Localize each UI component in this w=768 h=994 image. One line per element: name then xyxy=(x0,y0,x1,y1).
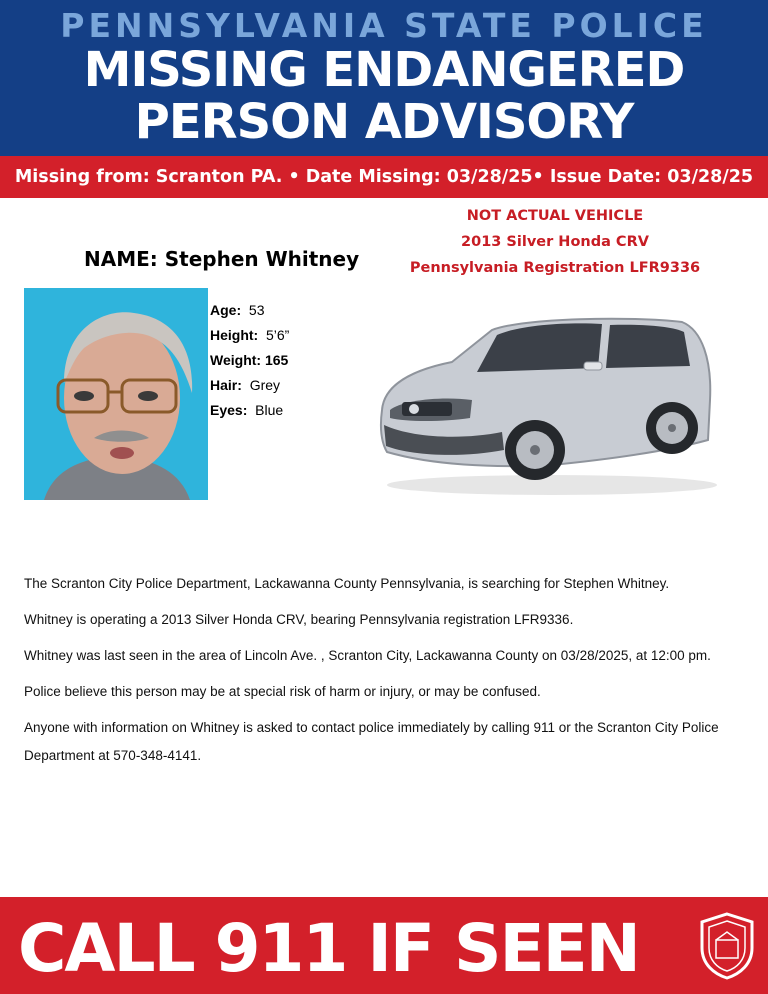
vehicle-notice: NOT ACTUAL VEHICLE xyxy=(466,208,644,224)
body-paragraph: Anyone with information on Whitney is asked to contact police immediately by calling 911 or the Scranton City Police Department at 570-348-4141. xyxy=(24,720,719,763)
stat-eyes: Eyes: Blue xyxy=(210,402,284,418)
person-name: NAME: Stephen Whitney xyxy=(84,247,360,271)
vehicle-model: 2013 Silver Honda CRV xyxy=(461,234,649,250)
summary-bar-text: Missing from: Scranton PA. • Date Missing: 03/28/25• Issue Date: 03/28/25 xyxy=(14,167,754,187)
body-paragraph: Police believe this person may be at special risk of harm or injury, or may be confused. xyxy=(24,684,541,699)
stat-height: Height: 5’6” xyxy=(210,327,290,343)
advisory-body xyxy=(24,570,749,778)
body-paragraph: Whitney is operating a 2013 Silver Honda CRV, bearing Pennsylvania registration LFR9336. xyxy=(24,612,574,627)
stat-hair: Hair: Grey xyxy=(210,377,281,393)
agency-name: PENNSYLVANIA STATE POLICE xyxy=(60,6,708,45)
call-911-callout: CALL 911 IF SEEN xyxy=(18,910,639,987)
person-photo xyxy=(24,288,208,500)
vehicle-photo xyxy=(372,300,722,500)
vehicle-registration: Pennsylvania Registration LFR9336 xyxy=(409,260,701,276)
state-police-badge-icon xyxy=(698,912,756,980)
body-paragraph: Whitney was last seen in the area of Lincoln Ave. , Scranton City, Lackawanna County on 03/28/2025, at 12:00 pm. xyxy=(24,648,711,663)
stat-weight: Weight: 165 xyxy=(210,352,289,368)
advisory-title-line1: MISSING ENDANGERED xyxy=(83,42,685,98)
vehicle-info xyxy=(405,203,705,281)
stat-age: Age: 53 xyxy=(210,302,265,318)
person-stats xyxy=(210,298,289,423)
advisory-title-line2: PERSON ADVISORY xyxy=(134,94,634,150)
body-paragraph: The Scranton City Police Department, Lackawanna County Pennsylvania, is searching for Stephen Whitney. xyxy=(24,576,670,591)
